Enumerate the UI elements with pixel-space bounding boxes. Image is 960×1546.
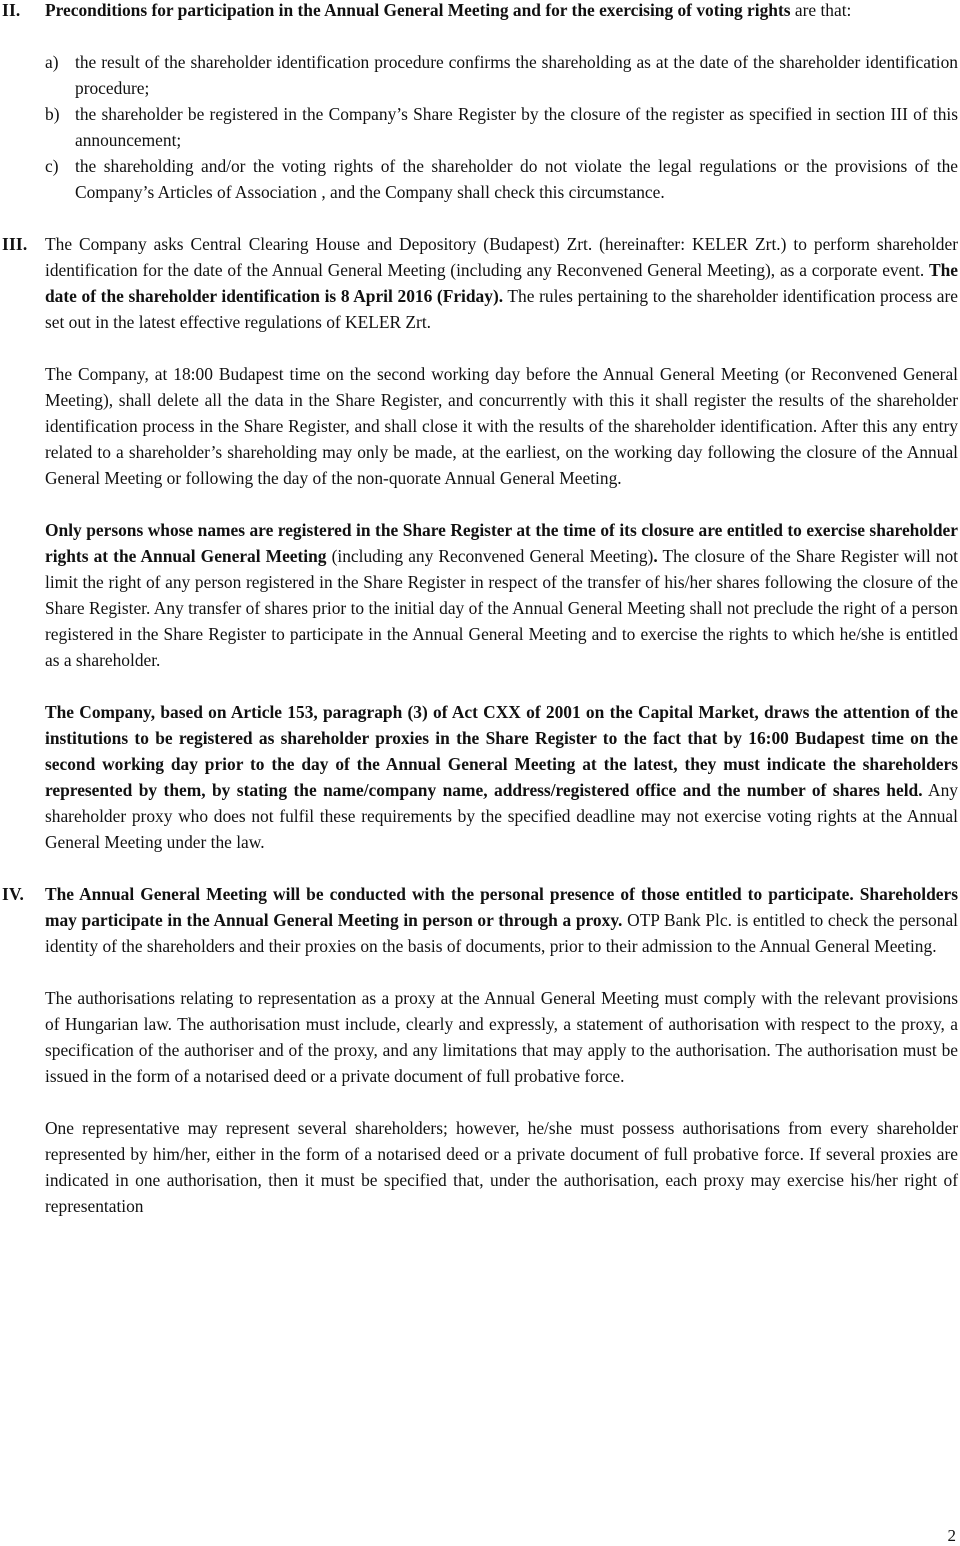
item-label: a) (45, 52, 59, 72)
paragraph-text: Any shareholder proxy who does not fulfil these requirements by the specified deadline may not exercise voting rights at the Annual General Meeting under the law. (45, 780, 959, 852)
paragraph-bold: Only persons whose names are registered in the Share Register at the time of its closure are entitled to exercise shareholder rights at the Annual General Meeting (45, 520, 958, 566)
paragraph-text: The closure of the Share Register will not limit the right of any person registered in the Share Register in respect of the transfer of his/her shares following the closure of the Share Register. Any transfer of shares prior to the initial day of the Annual General Meeting shall not preclude the right of a person registered in the Share Register to participate in the Annual General Meeting and to exercise the rights to which he/she is entitled as a shareholder. (45, 546, 958, 670)
section-iii (0, 231, 958, 855)
item-text: the shareholder be registered in the Company’s Share Register by the closure of the register as specified in section III of this announcement; (75, 104, 958, 150)
paragraph: The Company, at 18:00 Budapest time on the second working day before the Annual General Meeting (or Reconvened General Meeting), shall delete all the data in the Share Register, and concurrently with this it shall register the results of the shareholder identification process in the Share Register, and shall close it with the results of the shareholder identification. After this any entry related to a shareholder’s shareholding may only be made, at the earliest, on the working day following the closure of the Annual General Meeting or following the day of the non-quorate Annual General Meeting. (45, 364, 958, 488)
paragraph-bold: The Annual General Meeting will be conducted with the personal presence of those entitled to participate. Shareholders may participate in the Annual General Meeting in person or through a proxy. (45, 884, 958, 930)
conditions-list (45, 49, 958, 205)
list-item (45, 101, 958, 153)
paragraph: One representative may represent several shareholders; however, he/she must possess authorisations from every shareholder represented by him/her, either in the form of a notarised deed or a private document of full probative force. If several proxies are indicated in one authorisation, then it must be specified that, under the authorisation, each proxy may exercise his/her right of representation (45, 1118, 958, 1216)
section-numeral: II. (2, 0, 21, 20)
list-item (45, 153, 958, 205)
section-numeral: III. (2, 234, 28, 254)
paragraph (45, 517, 958, 673)
item-label: c) (45, 156, 59, 176)
section-numeral: IV. (2, 884, 25, 904)
paragraph-bold: The Company, based on Article 153, paragraph (3) of Act CXX of 2001 on the Capital Market, draws the attention of the institutions to be registered as shareholder proxies in the Share Register to the fact that by 16:00 Budapest time on the second working day prior to the day of the Annual General Meeting at the latest, they must indicate the shareholders represented by them, by stating the name/company name, address/registered office and the number of shares held. (45, 702, 958, 800)
item-text: the shareholding and/or the voting rights of the shareholder do not violate the legal regulations or the provisions of the Company’s Articles of Association , and the Company shall check this circumstance. (75, 156, 958, 202)
section-iv (0, 881, 958, 1219)
paragraph (45, 699, 958, 855)
intro-bold: Preconditions for participation in the Annual General Meeting and for the exercising of voting rights (45, 0, 791, 20)
list-item (45, 49, 958, 101)
paragraph-text: (including any Reconvened General Meeting) (326, 546, 654, 566)
paragraph-text: OTP Bank Plc. is entitled to check the personal identity of the shareholders and their proxies on the basis of documents, prior to their admission to the Annual General Meeting. (45, 910, 958, 956)
paragraph (45, 231, 958, 335)
intro-rest: are that: (790, 0, 852, 20)
paragraph-text: The Company asks Central Clearing House and Depository (Budapest) Zrt. (hereinafter: KELER Zrt.) to perform shareholder identification for the date of the Annual General Meeting (including any Reconvened General Meeting), as a corporate event. (45, 234, 958, 280)
section-ii (0, 0, 958, 205)
item-label: b) (45, 104, 60, 124)
page-number: 2 (947, 1526, 956, 1545)
paragraph (45, 881, 958, 959)
paragraph-bold: . (653, 546, 658, 566)
paragraph-text: The rules pertaining to the shareholder identification process are set out in the latest effective regulations of KELER Zrt. (45, 286, 958, 332)
item-text: the result of the shareholder identification procedure confirms the shareholding as at the date of the shareholder identification procedure; (75, 52, 958, 98)
identification-date: The date of the shareholder identification is 8 April 2016 (Friday). (45, 260, 958, 306)
paragraph: The authorisations relating to representation as a proxy at the Annual General Meeting must comply with the relevant provisions of Hungarian law. The authorisation must include, clearly and expressly, a statement of authorisation with respect to the proxy, a specification of the authoriser and of the proxy, and any limitations that may apply to the authorisation. The authorisation must be issued in the form of a notarised deed or a private document of full probative force. (45, 988, 958, 1086)
section-ii-intro (45, 0, 958, 23)
